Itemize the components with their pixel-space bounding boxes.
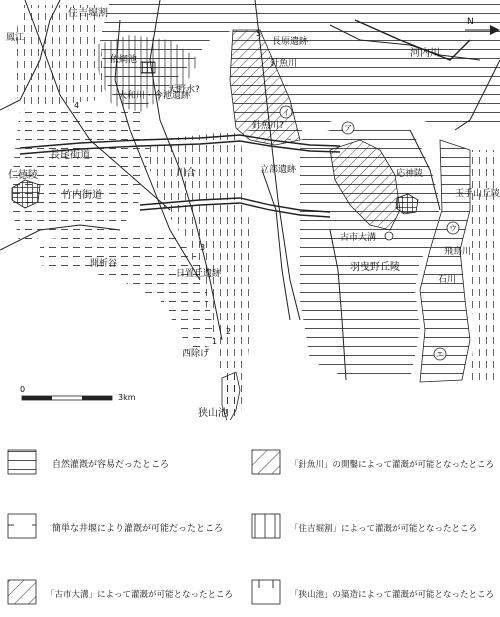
label-ishikawa: 石川 — [438, 275, 457, 285]
scale-end-label: 3km — [118, 393, 136, 402]
label-furuichi-omizo: 古市大溝 — [340, 233, 377, 243]
marker-5: 5 — [256, 29, 262, 38]
label-harimagawa-top: 針魚川 — [270, 59, 298, 69]
marker-u: ウ — [449, 224, 457, 233]
label-ojin-ryo: 応神陵 — [396, 169, 424, 179]
legend-furuichi-text: 「古市大溝」によって灌漑が可能となったところ — [46, 590, 234, 600]
marker-1: 1 — [212, 337, 218, 346]
region-weir-north-west — [12, 5, 105, 110]
label-nishiyoke: 西除げ — [182, 349, 210, 359]
label-kawachi-river: 河内川 — [410, 48, 440, 59]
label-ryoe: 鳳江 — [6, 33, 25, 43]
label-yosami-ike: 依網池 — [110, 55, 138, 65]
label-yamato-ike: 大和川・今池遺跡 — [118, 91, 191, 101]
label-amano-mizu: 天野水? — [168, 85, 200, 95]
furuichi-omizo-marker — [385, 232, 393, 240]
label-sumiyoshi-horiwari: 住吉堀割 — [68, 8, 108, 19]
label-habikino-kyuryo: 羽曳野丘陵 — [350, 262, 400, 273]
legend-natural-text: 自然灌漑が容易だったところ — [52, 460, 170, 470]
marker-2: 2 — [226, 327, 232, 336]
legend-item-weir — [8, 514, 223, 538]
label-kawai: 川合 — [176, 168, 196, 179]
yosami-ike-marker — [141, 62, 155, 73]
marker-4: 4 — [74, 101, 80, 110]
legend — [0, 420, 500, 617]
label-takeuchi-kaido: 竹内街道 — [62, 190, 102, 201]
label-nagahara-iseki: 長原遺跡 — [272, 37, 309, 47]
legend-item-sumiyoshi — [252, 514, 477, 538]
marker-e: エ — [436, 350, 444, 359]
legend-item-sayama — [252, 580, 494, 604]
legend-sayama-text: 「狭山池」の築造によって灌漑が可能となったところ — [290, 590, 495, 600]
north-label: N — [467, 17, 474, 27]
scale-start-label: 0 — [20, 385, 26, 394]
label-sayama-ike: 狭山池 — [198, 408, 228, 419]
legend-sumiyoshi-text: 「住吉堀割」によって灌漑が可能となったところ — [290, 524, 478, 534]
label-tatebe-iseki: 立部遺跡 — [260, 165, 297, 175]
legend-item-harima — [252, 450, 494, 474]
label-hioki-iseki: 日置丘遺跡 — [176, 269, 222, 279]
label-tamate-kyuryo: 玉手山丘陵 — [455, 189, 500, 199]
region-weir-hills — [468, 150, 500, 380]
marker-a: ア — [344, 124, 352, 133]
scale-bar — [20, 385, 136, 402]
legend-harima-text: 「針魚川」の開鑿によって灌漑が可能となったところ — [290, 460, 495, 470]
label-nagao-kaido: 長尾街道 — [50, 150, 90, 161]
label-hiokidani: 開析谷 — [90, 259, 118, 269]
legend-item-natural — [8, 450, 169, 474]
label-nintoku-ryo: 仁徳陵 — [8, 170, 38, 181]
label-harimagawa-q: 針魚川? — [252, 121, 284, 131]
legend-item-furuichi — [8, 580, 233, 604]
marker-3: 3 — [200, 243, 206, 252]
legend-weir-text: 簡単な井堰により灌漑が可能だったところ — [52, 524, 224, 534]
marker-i: イ — [282, 108, 290, 117]
label-asuka-river: 飛鳥川 — [444, 247, 472, 257]
